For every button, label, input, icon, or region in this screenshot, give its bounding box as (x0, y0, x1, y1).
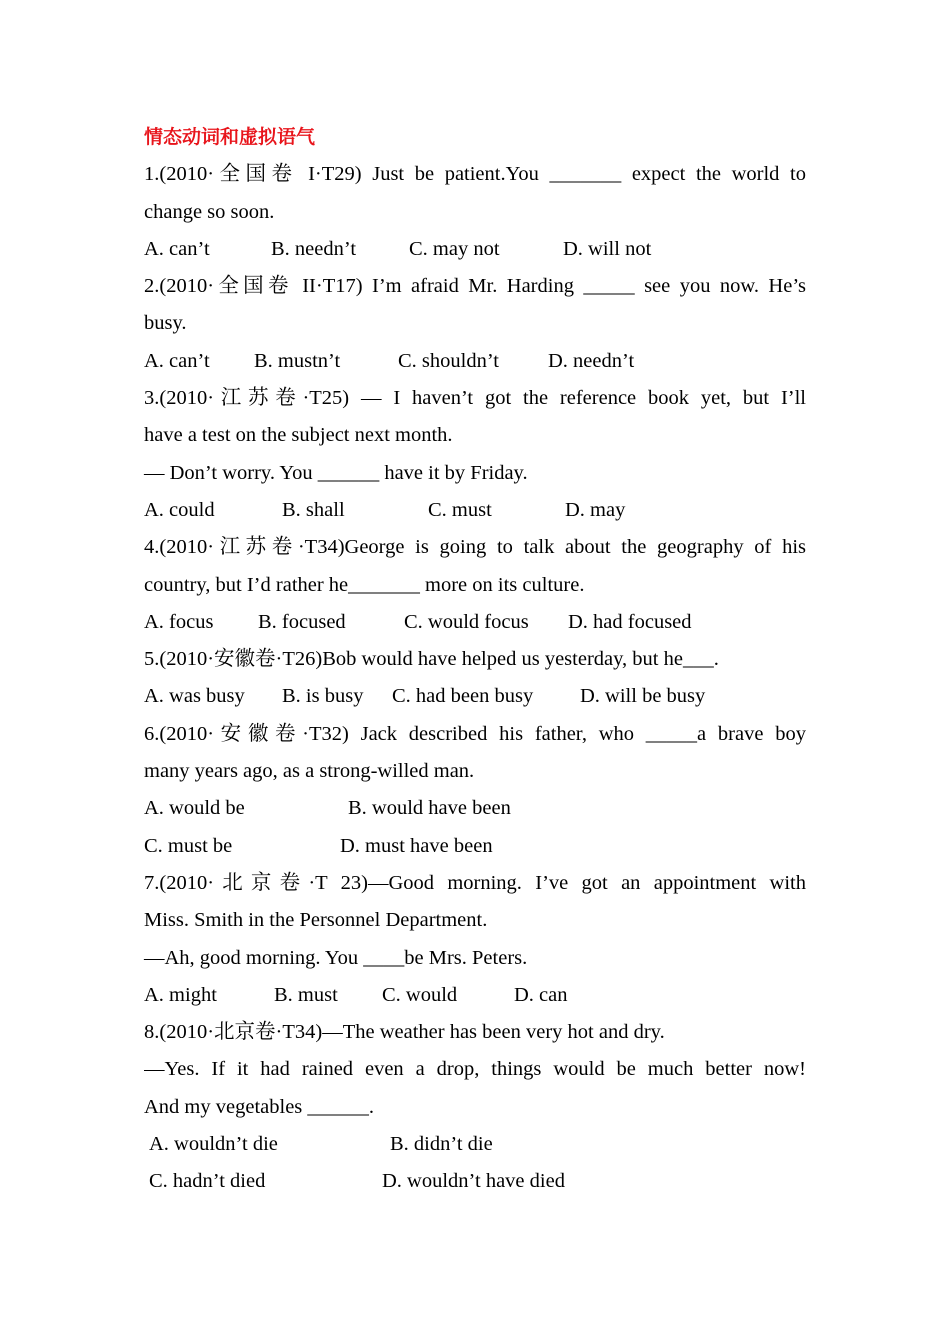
options-row (144, 1126, 806, 1163)
question-stem-line: 4.(2010·江苏卷·T34)George is going to talk about the geography of his (144, 536, 806, 559)
question-stem-line: country, but I’d rather he_______ more on its culture. (144, 573, 585, 596)
question-stem-line: And my vegetables ______. (144, 1095, 375, 1118)
option-b: B. didn’t die (390, 1133, 493, 1156)
option-a: A. might (144, 983, 217, 1006)
question-stem-line: 2.(2010·全国卷 II·T17) I’m afraid Mr. Harding _____ see you now. He’s (144, 275, 806, 298)
options-row (144, 492, 806, 529)
question-stem-line: —Ah, good morning. You ____be Mrs. Peters. (144, 946, 528, 969)
option-a: A. wouldn’t die (149, 1133, 278, 1156)
question-3 (144, 380, 806, 529)
question-stem-line: 8.(2010·北京卷·T34)—The weather has been very hot and dry. (144, 1021, 665, 1044)
page-title: 情态动词和虚拟语气 (144, 126, 316, 148)
question-stem-line: 6.(2010·安徽卷·T32) Jack described his father, who _____a brave boy (144, 722, 806, 745)
option-b: B. focused (258, 610, 346, 633)
option-c: C. must (428, 498, 492, 521)
option-b: B. needn’t (271, 237, 357, 260)
option-d: D. may (565, 498, 626, 521)
question-8 (144, 1014, 806, 1200)
option-b: B. shall (282, 498, 345, 521)
option-b: B. is busy (282, 685, 364, 708)
options-row (144, 790, 806, 827)
question-stem-line: many years ago, as a strong-willed man. (144, 760, 475, 783)
option-d: D. needn’t (548, 349, 635, 372)
options-row (144, 604, 806, 641)
document-page (144, 119, 806, 1201)
option-a: A. focus (144, 610, 214, 633)
option-b: B. would have been (348, 797, 511, 820)
option-b: B. must (274, 983, 338, 1006)
option-c: C. may not (409, 237, 500, 260)
option-d: D. must have been (340, 834, 493, 857)
options-row (144, 977, 806, 1014)
question-2 (144, 268, 806, 380)
question-4 (144, 529, 806, 641)
question-stem-line: busy. (144, 312, 187, 335)
options-row (144, 231, 806, 268)
question-stem-line: change so soon. (144, 200, 275, 223)
question-1 (144, 156, 806, 268)
option-c: C. hadn’t died (149, 1170, 266, 1193)
option-c: C. had been busy (392, 685, 534, 708)
option-a: A. can’t (144, 237, 210, 260)
question-stem-line: 5.(2010·安徽卷·T26)Bob would have helped us yesterday, but he___. (144, 648, 719, 671)
option-d: D. will not (563, 237, 652, 260)
option-c: C. must be (144, 834, 233, 857)
options-row (144, 343, 806, 380)
option-c: C. would (382, 983, 458, 1006)
question-stem-line: have a test on the subject next month. (144, 424, 453, 447)
question-stem-line: —Yes. If it had rained even a drop, things would be much better now! (144, 1058, 806, 1081)
option-c: C. shouldn’t (398, 349, 499, 372)
question-stem-line: 3.(2010·江苏卷·T25) — I haven’t got the reference book yet, but I’ll (144, 387, 806, 410)
options-row (144, 678, 806, 715)
question-7 (144, 865, 806, 1014)
option-c: C. would focus (404, 610, 529, 633)
option-d: D. wouldn’t have died (382, 1170, 565, 1193)
question-6 (144, 716, 806, 865)
question-5 (144, 641, 806, 716)
option-d: D. had focused (568, 610, 692, 633)
option-a: A. could (144, 498, 215, 521)
options-row (144, 828, 806, 865)
question-stem-line: 7.(2010·北京卷·T 23)—Good morning. I’ve got an appointment with (144, 871, 806, 894)
question-stem-line: 1.(2010·全国卷 I·T29) Just be patient.You _______ expect the world to (144, 163, 806, 186)
option-d: D. can (514, 983, 568, 1006)
option-a: A. would be (144, 797, 245, 820)
question-stem-line: Miss. Smith in the Personnel Department. (144, 909, 488, 932)
options-row (144, 1163, 806, 1200)
option-d: D. will be busy (580, 685, 706, 708)
option-a: A. can’t (144, 349, 210, 372)
option-b: B. mustn’t (254, 349, 341, 372)
question-stem-line: — Don’t worry. You ______ have it by Friday. (144, 461, 528, 484)
option-a: A. was busy (144, 685, 245, 708)
